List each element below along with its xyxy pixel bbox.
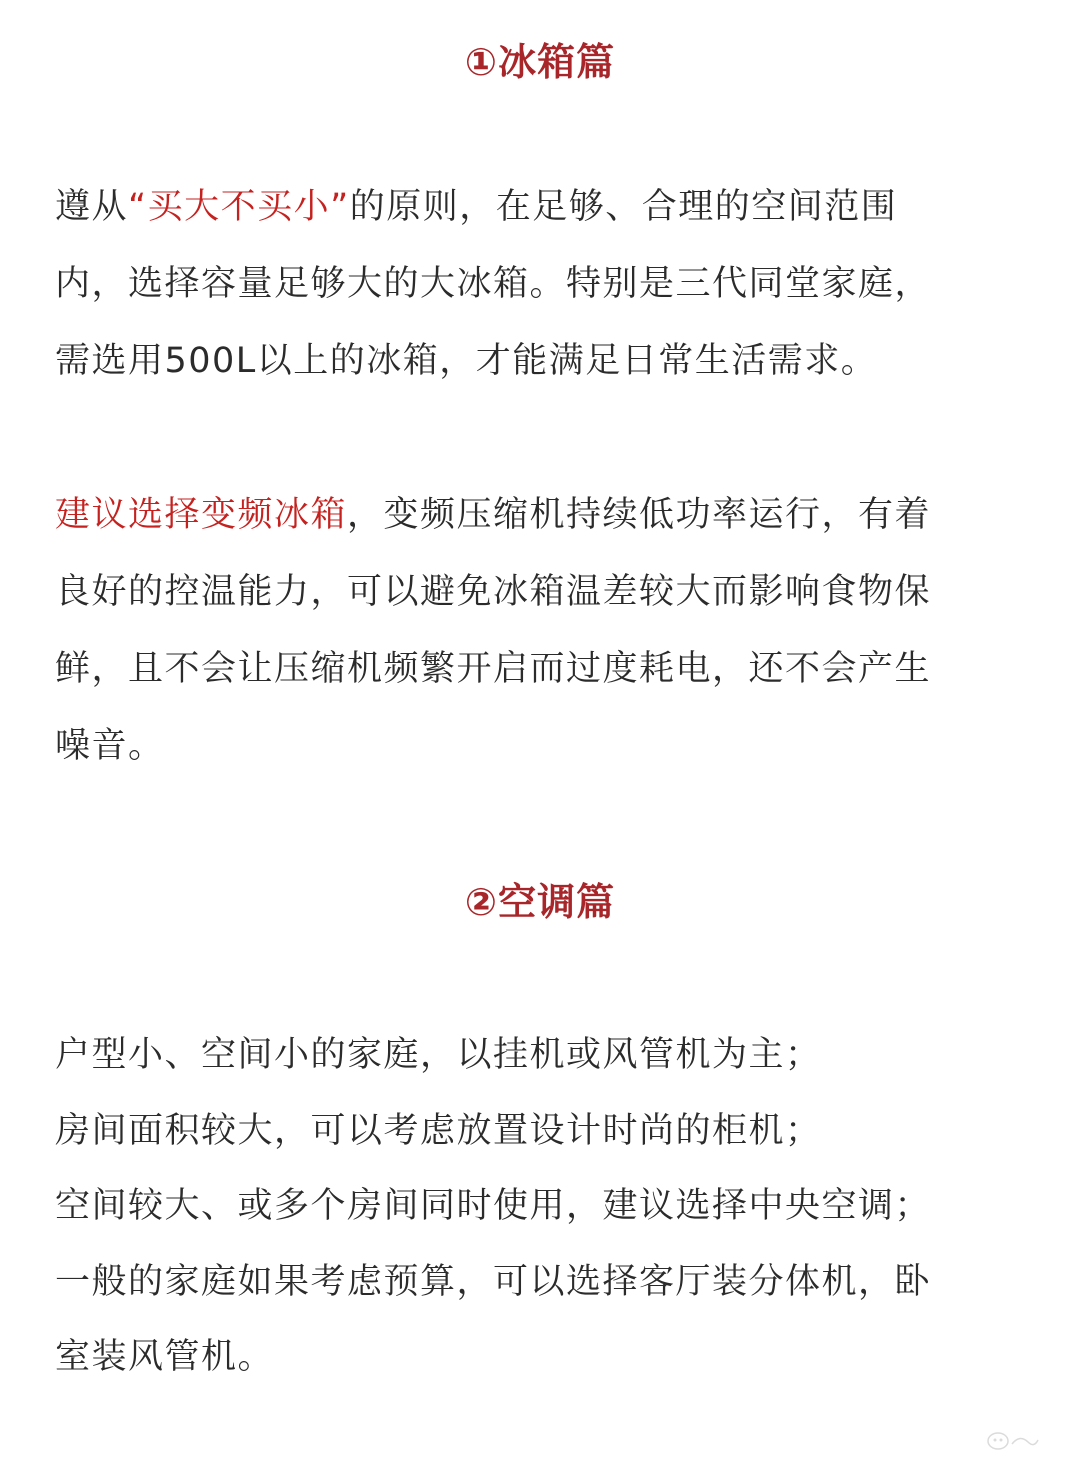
text-segment: ，变频压缩机持续低功率运行，有着 xyxy=(347,495,932,535)
section-title-air-conditioner: ②空调篇 xyxy=(464,880,616,924)
watermark-logo-icon xyxy=(984,1430,1040,1452)
air-conditioner-list xyxy=(55,1018,1030,1396)
text-segment: 遵从 xyxy=(55,187,129,227)
fridge-paragraph-capacity xyxy=(55,169,1030,400)
paragraph-line: 噪音。 xyxy=(55,726,165,766)
paragraph-line: 需选用500L以上的冰箱，才能满足日常生活需求。 xyxy=(55,341,878,381)
fridge-paragraph-inverter xyxy=(55,477,1030,785)
highlight-text: “买大不买小” xyxy=(128,187,350,227)
paragraph-line xyxy=(55,477,1030,554)
paragraph-line: 内，选择容量足够大的大冰箱。特别是三代同堂家庭， xyxy=(55,264,932,304)
list-item: 室装风管机。 xyxy=(55,1337,275,1377)
section-title-fridge: ①冰箱篇 xyxy=(464,40,616,84)
list-item: 户型小、空间小的家庭，以挂机或风管机为主； xyxy=(55,1035,822,1075)
paragraph-line xyxy=(55,169,1030,246)
paragraph-line: 良好的控温能力，可以避免冰箱温差较大而影响食物保 xyxy=(55,572,932,612)
text-segment: 的原则，在足够、合理的空间范围 xyxy=(349,187,898,227)
paragraph-line: 鲜，且不会让压缩机频繁开启而过度耗电，还不会产生 xyxy=(55,649,932,689)
list-item: 一般的家庭如果考虑预算，可以选择客厅装分体机，卧 xyxy=(55,1261,932,1302)
highlight-text: 建议选择变频冰箱 xyxy=(55,495,348,535)
list-item: 空间较大、或多个房间同时使用，建议选择中央空调； xyxy=(55,1186,932,1226)
list-item: 房间面积较大，可以考虑放置设计时尚的柜机； xyxy=(55,1110,822,1151)
